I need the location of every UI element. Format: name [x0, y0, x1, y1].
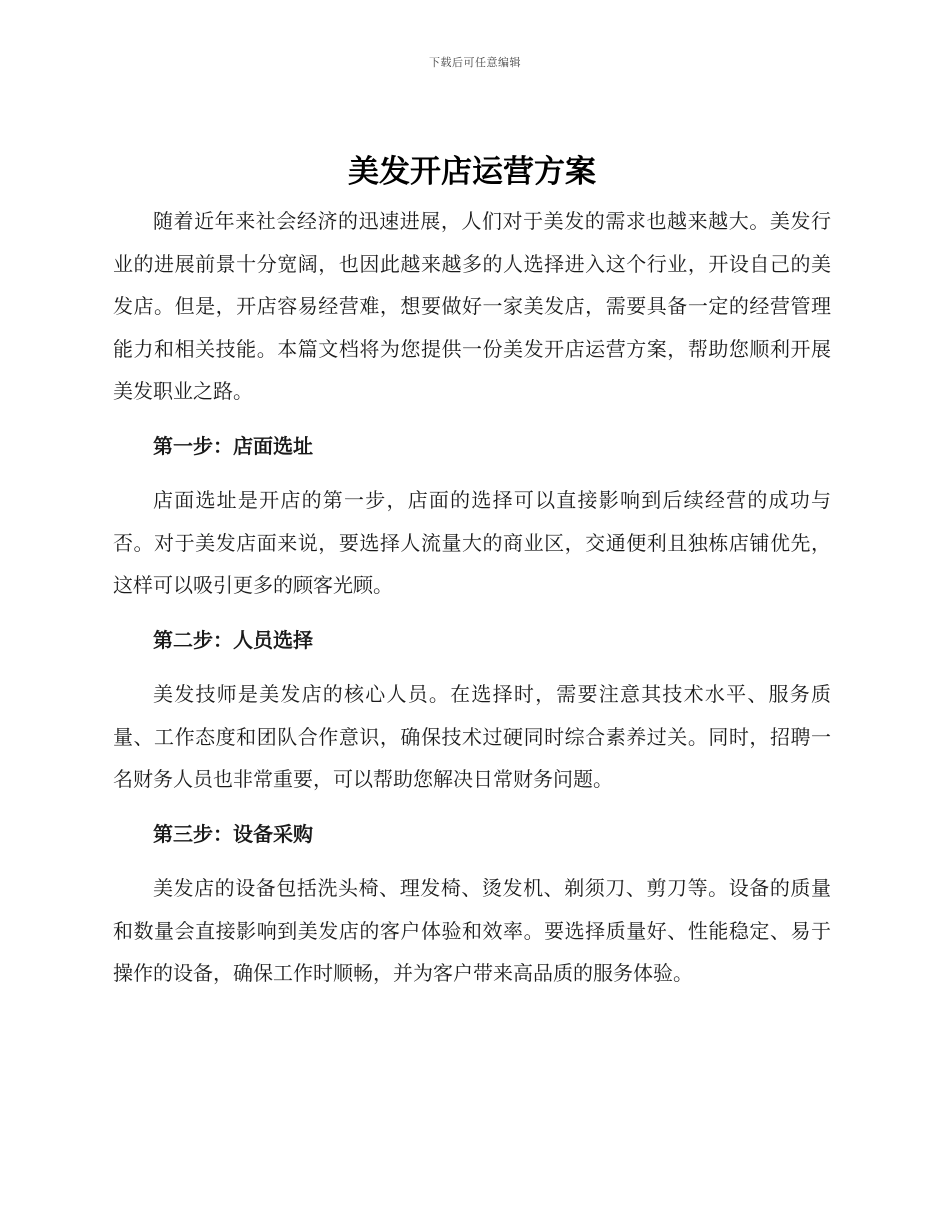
document-title: 美发开店运营方案	[348, 154, 596, 190]
section-heading: 第二步：人员选择	[153, 627, 313, 652]
section-heading: 第三步：设备采购	[153, 821, 313, 846]
document-content	[113, 150, 831, 995]
section-equipment-purchase	[113, 813, 831, 995]
section-heading: 第一步：店面选址	[153, 433, 313, 458]
section-staff-selection	[113, 619, 831, 801]
section-body: 美发技师是美发店的核心人员。在选择时，需要注意其技术水平、服务质量、工作态度和团队合作意识，确保技术过硬同时综合素养过关。同时，招聘一名财务人员也非常重要，可以帮助您解决日常财务问题。	[113, 682, 831, 791]
section-body: 美发店的设备包括洗头椅、理发椅、烫发机、剃须刀、剪刀等。设备的质量和数量会直接影响到美发店的客户体验和效率。要选择质量好、性能稳定、易于操作的设备，确保工作时顺畅，并为客户带来高品质的服务体验。	[113, 876, 831, 985]
section-body: 店面选址是开店的第一步，店面的选择可以直接影响到后续经营的成功与否。对于美发店面来说，要选择人流量大的商业区，交通便利且独栋店铺优先，这样可以吸引更多的顾客光顾。	[113, 488, 831, 597]
header-note: 下载后可任意编辑	[429, 56, 521, 69]
section-site-selection	[113, 425, 831, 607]
intro-paragraph: 随着近年来社会经济的迅速进展，人们对于美发的需求也越来越大。美发行业的进展前景十分宽阔，也因此越来越多的人选择进入这个行业，开设自己的美发店。但是，开店容易经营难，想要做好一家美发店，需要具备一定的经营管理能力和相关技能。本篇文档将为您提供一份美发开店运营方案，帮助您顺利开展美发职业之路。	[113, 209, 831, 403]
